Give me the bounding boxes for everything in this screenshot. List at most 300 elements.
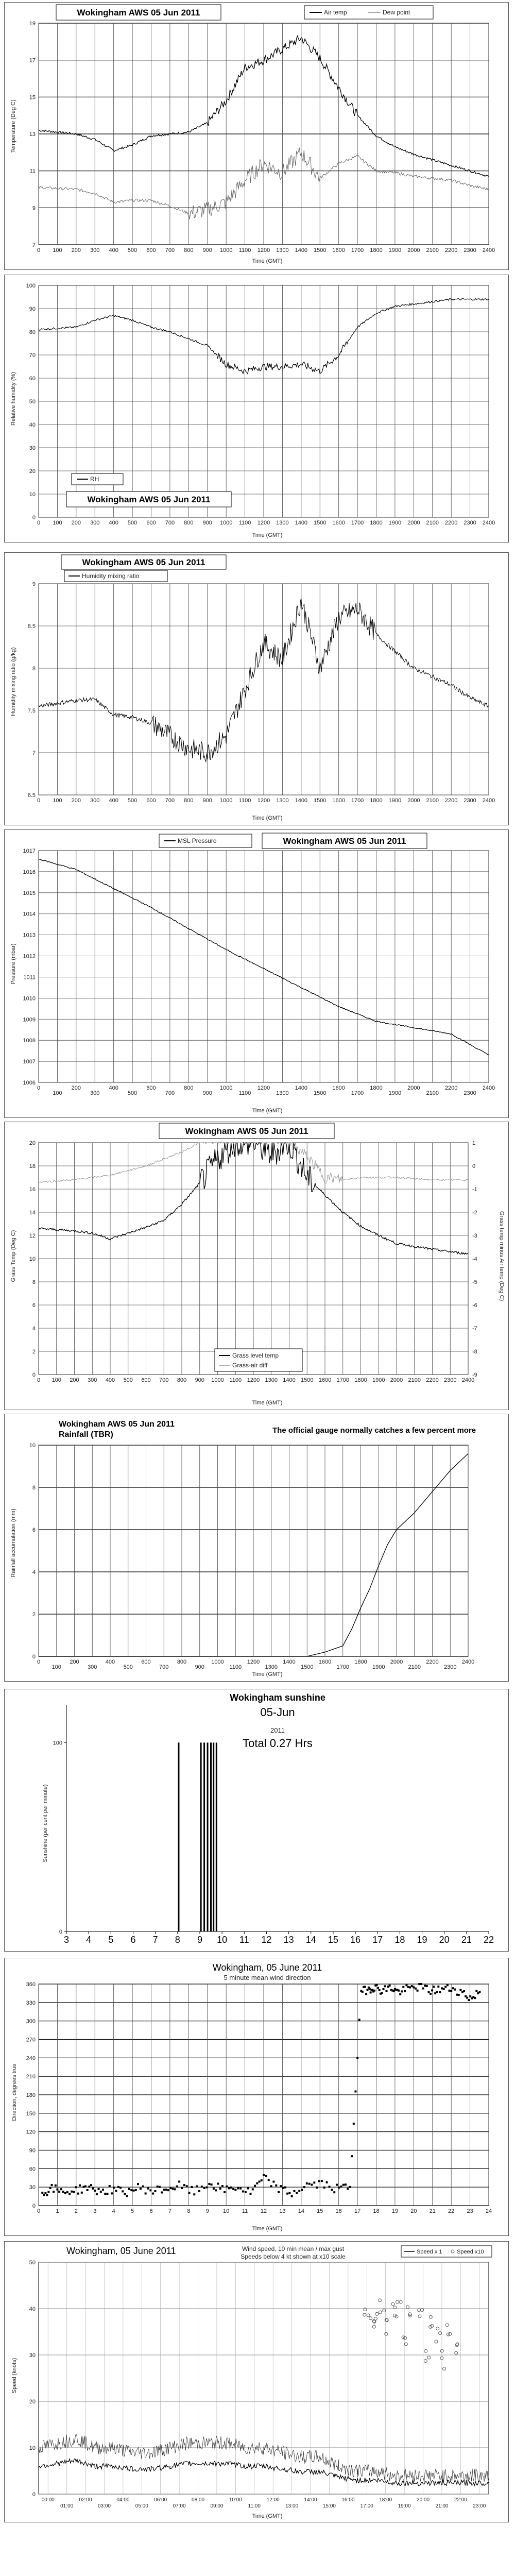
x-tick-label: 2300 xyxy=(444,1377,457,1383)
x-tick-label: 2300 xyxy=(444,1664,457,1670)
direction-point xyxy=(321,2180,323,2182)
x-tick-label: 11 xyxy=(242,2208,248,2214)
x-tick-label: 700 xyxy=(165,520,175,526)
y-axis-label: Grass Temp (Deg C) xyxy=(10,1230,16,1282)
direction-point xyxy=(94,2190,96,2192)
x-axis-label: Time (GMT) xyxy=(252,2226,283,2232)
direction-point xyxy=(58,2191,60,2193)
x-tick-label: 2 xyxy=(74,2208,78,2214)
x-tick-label: 14 xyxy=(305,1935,316,1945)
direction-point xyxy=(306,2182,308,2184)
x-tick-label: 1600 xyxy=(332,1085,345,1091)
temperature-chart-panel xyxy=(4,2,509,270)
direction-point xyxy=(147,2188,149,2190)
x-tick-label: 17:00 xyxy=(360,2503,373,2509)
y-tick-label: 0 xyxy=(32,1654,36,1660)
x-tick-label: 1900 xyxy=(388,798,402,804)
y2-tick-label: -8 xyxy=(472,1349,477,1355)
direction-point xyxy=(447,1984,449,1986)
x-tick-label: 2000 xyxy=(390,1659,403,1665)
x-tick-label: 1500 xyxy=(314,520,327,526)
direction-point xyxy=(356,2057,358,2059)
x-tick-label: 12 xyxy=(261,1935,272,1945)
x-tick-label: 2000 xyxy=(407,520,420,526)
humidity-chart xyxy=(5,275,508,542)
direction-point xyxy=(171,2188,174,2190)
y2-tick-label: -6 xyxy=(472,1302,477,1309)
direction-point xyxy=(404,1990,406,1992)
direction-point xyxy=(107,2193,109,2195)
x-tick-label: 1200 xyxy=(257,1085,270,1091)
y-tick-label: 1011 xyxy=(23,974,36,981)
chart-title: Wokingham AWS 05 Jun 2011 xyxy=(82,557,205,567)
direction-point xyxy=(206,2187,208,2189)
direction-point xyxy=(411,1985,413,1987)
y-tick-label: 15 xyxy=(29,94,36,101)
x-tick-label: 11 xyxy=(239,1935,249,1945)
x-axis-label: Time (GMT) xyxy=(252,1108,283,1114)
y-axis-label: Rainfall accumulation (mm) xyxy=(10,1509,16,1578)
x-tick-label: 17 xyxy=(354,2208,361,2214)
direction-point xyxy=(393,1990,395,1992)
x-tick-label: 1100 xyxy=(238,247,251,253)
direction-point xyxy=(441,1987,443,1989)
x-tick-label: 23:00 xyxy=(473,2503,486,2509)
x-tick-label: 9 xyxy=(205,2208,209,2214)
x-tick-label: 04:00 xyxy=(116,2497,130,2503)
direction-point xyxy=(439,1991,441,1993)
y2-axis-label: Grass temp minus Air temp (Deg C) xyxy=(499,1211,505,1301)
x-tick-label: 2400 xyxy=(461,1377,475,1383)
x-tick-label: 1600 xyxy=(332,247,345,253)
y-tick-label: 210 xyxy=(26,2074,36,2080)
direction-point xyxy=(424,1985,426,1987)
y-tick-label: 1006 xyxy=(23,1080,36,1086)
y2-tick-label: -4 xyxy=(472,1256,477,1262)
direction-point xyxy=(44,2192,46,2194)
x-tick-label: 1400 xyxy=(295,247,308,253)
y-tick-label: 2 xyxy=(32,1612,36,1618)
x-tick-label: 16 xyxy=(335,2208,342,2214)
direction-point xyxy=(232,2188,234,2190)
chart-title: Wokingham AWS 05 Jun 2011 xyxy=(283,836,406,846)
chart-total: Total 0.27 Hrs xyxy=(243,1737,313,1750)
x-tick-label: 22 xyxy=(448,2208,455,2214)
y-tick-label: 0 xyxy=(32,2492,36,2498)
x-tick-label: 1800 xyxy=(354,1377,367,1383)
x-tick-label: 1800 xyxy=(370,247,383,253)
x-tick-label: 13 xyxy=(279,2208,286,2214)
y-tick-label: 0 xyxy=(32,515,36,521)
x-tick-label: 2100 xyxy=(408,1377,421,1383)
x-tick-label: 15:00 xyxy=(322,2503,336,2509)
direction-point xyxy=(181,2187,183,2189)
x-tick-label: 2400 xyxy=(461,1659,475,1665)
chart-subtitle-2: Speeds below 4 kt shown at x10 scale xyxy=(241,2253,346,2260)
direction-point xyxy=(230,2187,232,2189)
direction-point xyxy=(318,2180,320,2182)
y-tick-label: 60 xyxy=(29,2166,36,2173)
x-tick-label: 200 xyxy=(71,1085,81,1091)
x-tick-label: 800 xyxy=(184,1085,194,1091)
x-tick-label: 900 xyxy=(202,247,212,253)
direction-point xyxy=(64,2192,66,2194)
x-tick-label: 600 xyxy=(146,1085,156,1091)
direction-point xyxy=(376,1984,378,1986)
y-tick-label: 6 xyxy=(32,1527,36,1533)
direction-point xyxy=(353,2123,355,2125)
chart-annotation: The official gauge normally catches a few percent more xyxy=(272,1426,476,1435)
direction-point xyxy=(100,2191,102,2193)
x-tick-label: 2400 xyxy=(482,520,495,526)
direction-point xyxy=(463,1990,465,1992)
direction-point xyxy=(342,2184,345,2186)
direction-point xyxy=(133,2190,135,2192)
direction-point xyxy=(268,2179,270,2181)
y-tick-label: 80 xyxy=(29,329,36,335)
x-tick-label: 100 xyxy=(52,1664,61,1670)
direction-point xyxy=(188,2192,191,2194)
direction-point xyxy=(469,1995,471,1997)
x-tick-label: 22 xyxy=(483,1935,494,1945)
x-tick-label: 2000 xyxy=(407,798,420,804)
y-tick-label: 50 xyxy=(29,2260,36,2266)
y2-tick-label: -2 xyxy=(472,1210,477,1216)
direction-point xyxy=(191,2186,193,2188)
direction-point xyxy=(79,2184,81,2187)
y-tick-label: 8.5 xyxy=(27,623,36,630)
x-tick-label: 7 xyxy=(152,1935,158,1945)
y-tick-label: 13 xyxy=(29,131,36,138)
y-axis-label: Sunshine (per cent per minute) xyxy=(42,1784,48,1862)
direction-point xyxy=(418,1983,420,1985)
direction-point xyxy=(415,1988,417,1990)
x-tick-label: 1500 xyxy=(314,247,327,253)
x-tick-label: 600 xyxy=(146,520,156,526)
direction-point xyxy=(474,1997,476,1999)
sunshine-bar xyxy=(213,1742,214,1931)
x-tick-label: 2300 xyxy=(464,247,476,253)
x-tick-label: 2100 xyxy=(426,798,439,804)
x-tick-label: 200 xyxy=(71,247,81,253)
y-tick-label: 20 xyxy=(29,2399,36,2405)
direction-point xyxy=(333,2191,335,2193)
direction-point xyxy=(354,2091,356,2093)
x-tick-label: 1900 xyxy=(388,247,402,253)
grass-temp-chart xyxy=(5,1122,508,1410)
x-tick-label: 6 xyxy=(130,1935,136,1945)
x-tick-label: 200 xyxy=(71,798,81,804)
sunshine-bar xyxy=(203,1742,205,1931)
direction-point xyxy=(298,2190,300,2192)
x-tick-label: 600 xyxy=(146,798,156,804)
x-tick-label: 1500 xyxy=(301,1664,314,1670)
y-axis-label: Humidity mixing ratio (g/kg) xyxy=(10,647,16,716)
direction-point xyxy=(437,1986,439,1988)
direction-point xyxy=(399,1993,401,1995)
direction-point xyxy=(149,2189,151,2191)
x-tick-label: 4 xyxy=(112,2208,115,2214)
y-tick-label: 14 xyxy=(29,1210,36,1216)
x-tick-label: 1700 xyxy=(351,247,364,253)
direction-point xyxy=(405,1984,407,1986)
sunshine-chart xyxy=(5,1689,508,1951)
x-tick-label: 800 xyxy=(177,1659,187,1665)
x-tick-label: 700 xyxy=(159,1377,169,1383)
direction-point xyxy=(87,2189,89,2191)
x-tick-label: 1000 xyxy=(219,247,233,253)
x-tick-label: 2400 xyxy=(482,247,495,253)
x-tick-label: 2400 xyxy=(482,1085,495,1091)
x-tick-label: 1700 xyxy=(336,1664,349,1670)
y-tick-label: 30 xyxy=(29,2352,36,2359)
y-tick-label: 150 xyxy=(26,2110,36,2117)
y-tick-label: 7 xyxy=(32,750,36,756)
direction-point xyxy=(365,1993,367,1995)
x-tick-label: 1400 xyxy=(283,1377,296,1383)
direction-point xyxy=(98,2188,100,2190)
direction-point xyxy=(145,2193,147,2195)
x-tick-label: 06:00 xyxy=(154,2497,167,2503)
y-tick-label: 1008 xyxy=(23,1038,36,1044)
x-tick-label: 19 xyxy=(417,1935,427,1945)
chart-title: Wokingham sunshine xyxy=(230,1692,325,1703)
y-tick-label: 0 xyxy=(32,1372,36,1378)
x-tick-label: 400 xyxy=(105,1377,115,1383)
legend-label-dew-point: Dew point xyxy=(383,9,410,16)
x-tick-label: 500 xyxy=(123,1377,133,1383)
direction-point xyxy=(433,1986,435,1988)
x-tick-label: 1300 xyxy=(276,1090,289,1096)
y-tick-label: 10 xyxy=(29,1443,36,1449)
legend-label-grass-temp: Grass level temp xyxy=(232,1352,279,1359)
wind-direction-chart-panel xyxy=(4,1958,509,2236)
y-tick-label: 9 xyxy=(32,205,36,212)
direction-point xyxy=(331,2189,333,2191)
direction-point xyxy=(122,2190,124,2192)
x-tick-label: 1000 xyxy=(211,1377,224,1383)
x-tick-label: 1300 xyxy=(276,520,289,526)
x-tick-label: 400 xyxy=(109,798,118,804)
direction-point xyxy=(66,2191,68,2193)
x-axis-label: Time (GMT) xyxy=(252,1400,283,1406)
x-tick-label: 1000 xyxy=(219,798,233,804)
x-axis-label: Time (GMT) xyxy=(252,2513,283,2519)
x-tick-label: 0 xyxy=(37,247,41,253)
x-tick-label: 2300 xyxy=(464,798,476,804)
direction-point xyxy=(340,2185,342,2188)
sunshine-bar xyxy=(210,1742,212,1931)
direction-point xyxy=(452,1987,454,1989)
direction-point xyxy=(263,2174,265,2176)
x-tick-label: 3 xyxy=(93,2208,97,2214)
direction-point xyxy=(119,2187,122,2189)
x-tick-label: 1000 xyxy=(211,1659,224,1665)
x-tick-label: 500 xyxy=(127,798,138,804)
y-tick-label: 10 xyxy=(29,492,36,498)
x-tick-label: 1100 xyxy=(229,1377,242,1383)
direction-point xyxy=(217,2183,219,2185)
direction-point xyxy=(41,2192,43,2194)
direction-point xyxy=(193,2193,195,2195)
direction-point xyxy=(113,2187,115,2189)
x-tick-label: 2000 xyxy=(407,1085,420,1091)
x-tick-label: 500 xyxy=(127,247,138,253)
direction-point xyxy=(252,2188,254,2190)
x-tick-label: 1100 xyxy=(238,798,251,804)
y-tick-label: 11 xyxy=(29,168,36,175)
direction-point xyxy=(261,2179,263,2181)
legend-label-speed-x1: Speed x 1 xyxy=(417,2249,442,2255)
plot-area xyxy=(39,2262,489,2494)
direction-point xyxy=(237,2187,239,2189)
x-tick-label: 08:00 xyxy=(192,2497,205,2503)
y-tick-label: 0 xyxy=(59,1929,62,1935)
x-tick-label: 1800 xyxy=(370,1085,383,1091)
legend-label-grass-air-diff: Grass-air diff xyxy=(232,1362,268,1369)
y-tick-label: 6 xyxy=(32,1302,36,1309)
chart-title: Wokingham AWS 05 Jun 2011 xyxy=(59,1420,175,1429)
x-tick-label: 1800 xyxy=(370,520,383,526)
x-tick-label: 500 xyxy=(123,1664,133,1670)
direction-point xyxy=(420,1983,422,1985)
x-axis-label: Time (GMT) xyxy=(252,258,283,264)
x-tick-label: 0 xyxy=(37,1377,41,1383)
y-tick-label: 20 xyxy=(29,468,36,474)
direction-point xyxy=(466,1997,468,1999)
x-tick-label: 10 xyxy=(217,1935,228,1945)
direction-point xyxy=(282,2187,284,2189)
direction-point xyxy=(157,2185,159,2188)
x-tick-label: 7 xyxy=(168,2208,171,2214)
direction-point xyxy=(51,2184,53,2186)
x-tick-label: 1400 xyxy=(295,798,308,804)
y2-tick-label: 0 xyxy=(472,1163,476,1170)
direction-point xyxy=(126,2195,128,2197)
x-tick-label: 1700 xyxy=(336,1377,349,1383)
y-tick-label: 40 xyxy=(29,422,36,428)
y-tick-label: 1010 xyxy=(23,995,36,1002)
x-tick-label: 13:00 xyxy=(285,2503,299,2509)
direction-point xyxy=(84,2185,87,2188)
y-tick-label: 7 xyxy=(32,242,36,248)
direction-point xyxy=(198,2190,200,2192)
x-tick-label: 900 xyxy=(202,520,212,526)
direction-point xyxy=(351,2155,353,2157)
x-tick-label: 1700 xyxy=(351,1090,364,1096)
direction-point xyxy=(55,2184,57,2187)
x-tick-label: 100 xyxy=(53,798,62,804)
direction-point xyxy=(53,2191,55,2193)
direction-point xyxy=(323,2187,325,2189)
x-tick-label: 100 xyxy=(53,520,62,526)
direction-point xyxy=(275,2184,277,2187)
y-tick-label: 12 xyxy=(29,1233,36,1239)
direction-point xyxy=(475,1990,477,1992)
x-tick-label: 03:00 xyxy=(97,2503,111,2509)
direction-point xyxy=(291,2195,293,2197)
direction-point xyxy=(430,1993,432,1995)
x-tick-label: 300 xyxy=(88,1377,97,1383)
x-tick-label: 500 xyxy=(127,1090,138,1096)
direction-point xyxy=(140,2188,142,2190)
direction-point xyxy=(250,2193,252,2195)
y-tick-label: 70 xyxy=(29,352,36,359)
x-tick-label: 1200 xyxy=(247,1659,260,1665)
x-tick-label: 900 xyxy=(202,798,212,804)
direction-point xyxy=(115,2190,117,2192)
legend-label-air-temp: Air temp xyxy=(324,9,347,16)
mixing-ratio-chart-panel xyxy=(4,552,509,825)
direction-point xyxy=(336,2184,338,2186)
direction-point xyxy=(444,1986,447,1988)
direction-point xyxy=(383,1988,385,1990)
x-tick-label: 1400 xyxy=(295,520,308,526)
direction-point xyxy=(178,2181,180,2183)
x-tick-label: 1900 xyxy=(372,1377,385,1383)
x-tick-label: 5 xyxy=(131,2208,134,2214)
direction-point xyxy=(402,1986,404,1988)
y-tick-label: 19 xyxy=(29,21,36,27)
y-tick-label: 1015 xyxy=(23,890,36,896)
direction-point xyxy=(296,2192,298,2194)
direction-point xyxy=(358,2019,360,2021)
legend-label-mixing-ratio: Humidity mixing ratio xyxy=(82,572,140,580)
direction-point xyxy=(104,2193,106,2195)
x-tick-label: 700 xyxy=(165,1090,175,1096)
x-tick-label: 18 xyxy=(373,2208,380,2214)
direction-point xyxy=(88,2185,90,2188)
direction-point xyxy=(443,1988,445,1990)
direction-point xyxy=(71,2191,73,2193)
y-tick-label: 60 xyxy=(29,376,36,382)
sunshine-bar xyxy=(207,1742,209,1931)
wind-speed-chart xyxy=(5,2242,508,2522)
y-tick-label: 0 xyxy=(32,2203,36,2209)
direction-point xyxy=(381,1992,383,1994)
direction-point xyxy=(459,1989,461,1991)
direction-point xyxy=(373,1990,375,1992)
direction-point xyxy=(245,2191,247,2193)
mixing-ratio-chart xyxy=(5,553,508,825)
x-tick-label: 1600 xyxy=(332,520,345,526)
x-tick-label: 15 xyxy=(317,2208,323,2214)
x-tick-label: 300 xyxy=(88,1664,97,1670)
direction-point xyxy=(90,2184,92,2186)
y-axis-label: Relative humidity (%) xyxy=(10,372,16,426)
y-tick-label: 90 xyxy=(29,306,36,312)
x-axis-label: Time (GMT) xyxy=(252,532,283,538)
direction-point xyxy=(221,2185,224,2187)
x-tick-label: 1200 xyxy=(257,520,270,526)
y-axis-label: Pressure (mbar) xyxy=(10,943,16,985)
x-tick-label: 2400 xyxy=(482,798,495,804)
x-tick-label: 2200 xyxy=(426,1659,439,1665)
x-tick-label: 22:00 xyxy=(454,2497,467,2503)
direction-point xyxy=(449,1990,451,1992)
x-tick-label: 2100 xyxy=(426,520,439,526)
x-tick-label: 0 xyxy=(37,2208,41,2214)
direction-point xyxy=(428,1991,430,1993)
x-tick-label: 19 xyxy=(391,2208,399,2214)
x-tick-label: 1800 xyxy=(354,1659,367,1665)
wind-speed-chart-panel xyxy=(4,2241,509,2522)
direction-point xyxy=(242,2191,244,2193)
x-tick-label: 20 xyxy=(410,2208,417,2214)
y-tick-label: 1012 xyxy=(23,953,36,960)
x-tick-label: 2300 xyxy=(464,520,476,526)
y-tick-label: 1009 xyxy=(23,1016,36,1023)
